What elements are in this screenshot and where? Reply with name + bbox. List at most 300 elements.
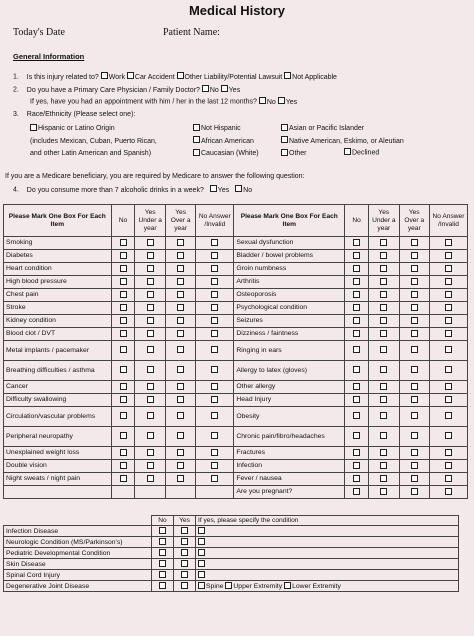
specify-field[interactable]	[196, 559, 459, 570]
checkbox-cell[interactable]	[429, 447, 467, 460]
checkbox[interactable]	[177, 239, 184, 246]
checkbox[interactable]	[411, 278, 418, 285]
checkbox-cell[interactable]	[165, 427, 195, 447]
checkbox-cell[interactable]	[165, 361, 195, 381]
checkbox-cell[interactable]	[196, 328, 234, 341]
race-option-not-hispanic[interactable]: Not Hispanic	[193, 123, 259, 136]
checkbox[interactable]	[120, 317, 127, 324]
checkbox[interactable]	[120, 304, 127, 311]
checkbox-cell[interactable]	[111, 302, 135, 315]
checkbox[interactable]	[120, 383, 127, 390]
checkbox[interactable]	[411, 449, 418, 456]
checkbox-cell[interactable]	[429, 289, 467, 302]
checkbox-cell[interactable]	[135, 276, 165, 289]
checkbox[interactable]	[380, 330, 387, 337]
checkbox[interactable]	[181, 560, 188, 567]
checkbox[interactable]	[120, 239, 127, 246]
checkbox[interactable]	[380, 475, 387, 482]
specify-field[interactable]	[196, 537, 459, 548]
degenerative-option[interactable]: Spine	[198, 583, 223, 590]
checkbox-cell[interactable]	[369, 237, 399, 250]
checkbox[interactable]	[411, 252, 418, 259]
checkbox[interactable]	[380, 366, 387, 373]
checkbox-cell[interactable]	[345, 237, 369, 250]
checkbox[interactable]	[159, 549, 166, 556]
checkbox[interactable]	[411, 462, 418, 469]
checkbox-cell[interactable]	[152, 581, 174, 592]
checkbox[interactable]	[445, 462, 452, 469]
checkbox-cell[interactable]	[399, 289, 429, 302]
checkbox-cell[interactable]	[196, 289, 234, 302]
checkbox[interactable]	[181, 527, 188, 534]
checkbox[interactable]	[159, 582, 166, 589]
checkbox-cell[interactable]	[429, 427, 467, 447]
checkbox[interactable]	[177, 396, 184, 403]
checkbox[interactable]	[147, 412, 154, 419]
checkbox-cell[interactable]	[111, 473, 135, 486]
race-option-caucasian[interactable]: Caucasian (White)	[193, 148, 259, 161]
checkbox[interactable]	[120, 396, 127, 403]
checkbox[interactable]	[147, 265, 154, 272]
checkbox[interactable]	[380, 291, 387, 298]
checkbox-cell[interactable]	[135, 237, 165, 250]
checkbox[interactable]	[380, 432, 387, 439]
checkbox[interactable]	[147, 462, 154, 469]
checkbox[interactable]	[177, 346, 184, 353]
checkbox[interactable]	[411, 304, 418, 311]
checkbox[interactable]	[177, 449, 184, 456]
checkbox-cell[interactable]	[345, 341, 369, 361]
checkbox-cell[interactable]	[369, 381, 399, 394]
checkbox-cell[interactable]	[196, 447, 234, 460]
checkbox[interactable]	[445, 432, 452, 439]
degenerative-option[interactable]: Upper Extremity	[225, 583, 282, 590]
checkbox-cell[interactable]	[345, 263, 369, 276]
checkbox-cell[interactable]	[399, 427, 429, 447]
degenerative-option[interactable]: Lower Extremity	[284, 583, 341, 590]
checkbox[interactable]	[211, 366, 218, 373]
checkbox-cell[interactable]	[429, 237, 467, 250]
checkbox[interactable]	[211, 317, 218, 324]
checkbox-cell[interactable]	[369, 447, 399, 460]
checkbox-cell[interactable]	[165, 341, 195, 361]
checkbox-cell[interactable]	[369, 486, 399, 499]
checkbox-cell[interactable]	[196, 341, 234, 361]
checkbox[interactable]	[445, 366, 452, 373]
checkbox[interactable]	[120, 475, 127, 482]
checkbox-cell[interactable]	[135, 289, 165, 302]
checkbox[interactable]	[380, 346, 387, 353]
checkbox[interactable]	[177, 265, 184, 272]
checkbox[interactable]	[211, 412, 218, 419]
checkbox-cell[interactable]	[345, 276, 369, 289]
checkbox-cell[interactable]	[429, 328, 467, 341]
checkbox[interactable]	[445, 412, 452, 419]
checkbox[interactable]	[411, 432, 418, 439]
checkbox-cell[interactable]	[174, 537, 196, 548]
checkbox[interactable]	[120, 252, 127, 259]
checkbox[interactable]	[127, 72, 134, 79]
checkbox-cell[interactable]	[196, 237, 234, 250]
checkbox[interactable]	[211, 346, 218, 353]
checkbox-cell[interactable]	[196, 263, 234, 276]
checkbox-cell[interactable]	[135, 381, 165, 394]
checkbox[interactable]	[211, 330, 218, 337]
checkbox-cell[interactable]	[369, 460, 399, 473]
checkbox-cell[interactable]	[135, 263, 165, 276]
checkbox[interactable]	[198, 560, 205, 567]
checkbox[interactable]	[120, 330, 127, 337]
checkbox-cell[interactable]	[165, 250, 195, 263]
checkbox-cell[interactable]	[111, 394, 135, 407]
checkbox[interactable]	[177, 366, 184, 373]
checkbox[interactable]	[120, 278, 127, 285]
checkbox-cell[interactable]	[196, 473, 234, 486]
checkbox[interactable]	[353, 412, 360, 419]
checkbox[interactable]	[284, 72, 291, 79]
checkbox-cell[interactable]	[345, 315, 369, 328]
checkbox[interactable]	[193, 136, 200, 143]
checkbox[interactable]	[281, 124, 288, 131]
q4-option-no[interactable]: No	[235, 187, 252, 194]
checkbox[interactable]	[177, 317, 184, 324]
checkbox-cell[interactable]	[165, 302, 195, 315]
checkbox[interactable]	[211, 278, 218, 285]
checkbox-cell[interactable]	[345, 460, 369, 473]
checkbox[interactable]	[30, 124, 37, 131]
checkbox[interactable]	[411, 383, 418, 390]
q2f-option-yes[interactable]: Yes	[278, 99, 297, 106]
checkbox[interactable]	[411, 475, 418, 482]
checkbox[interactable]	[210, 185, 217, 192]
checkbox[interactable]	[147, 304, 154, 311]
checkbox[interactable]	[380, 383, 387, 390]
checkbox-cell[interactable]	[399, 276, 429, 289]
specify-field[interactable]	[196, 581, 459, 592]
q1-option-car[interactable]: Car Accident	[127, 74, 175, 81]
checkbox-cell[interactable]	[174, 581, 196, 592]
checkbox[interactable]	[380, 317, 387, 324]
checkbox[interactable]	[353, 291, 360, 298]
checkbox[interactable]	[211, 462, 218, 469]
checkbox[interactable]	[353, 239, 360, 246]
checkbox[interactable]	[353, 449, 360, 456]
checkbox[interactable]	[353, 346, 360, 353]
checkbox[interactable]	[353, 396, 360, 403]
checkbox[interactable]	[181, 582, 188, 589]
checkbox[interactable]	[101, 72, 108, 79]
checkbox[interactable]	[353, 265, 360, 272]
checkbox[interactable]	[202, 85, 209, 92]
checkbox[interactable]	[380, 396, 387, 403]
checkbox[interactable]	[411, 291, 418, 298]
checkbox-cell[interactable]	[429, 341, 467, 361]
checkbox[interactable]	[211, 265, 218, 272]
checkbox-cell[interactable]	[135, 341, 165, 361]
checkbox[interactable]	[211, 239, 218, 246]
checkbox[interactable]	[380, 449, 387, 456]
checkbox-cell[interactable]	[111, 250, 135, 263]
race-option-african-american[interactable]: African American	[193, 136, 259, 149]
checkbox-cell[interactable]	[135, 328, 165, 341]
checkbox-cell[interactable]	[429, 473, 467, 486]
checkbox-cell[interactable]	[135, 315, 165, 328]
checkbox-cell[interactable]	[196, 394, 234, 407]
specify-field[interactable]	[196, 570, 459, 581]
checkbox[interactable]	[411, 488, 418, 495]
checkbox-cell[interactable]	[369, 473, 399, 486]
checkbox-cell[interactable]	[135, 460, 165, 473]
checkbox-cell[interactable]	[345, 407, 369, 427]
checkbox-cell[interactable]	[111, 361, 135, 381]
checkbox[interactable]	[278, 97, 285, 104]
checkbox[interactable]	[147, 396, 154, 403]
checkbox-cell[interactable]	[369, 263, 399, 276]
checkbox[interactable]	[353, 475, 360, 482]
checkbox-cell[interactable]	[111, 237, 135, 250]
checkbox[interactable]	[198, 527, 205, 534]
checkbox-cell[interactable]	[369, 289, 399, 302]
checkbox-cell[interactable]	[196, 276, 234, 289]
checkbox[interactable]	[353, 330, 360, 337]
checkbox[interactable]	[159, 571, 166, 578]
checkbox[interactable]	[198, 582, 205, 589]
checkbox-cell[interactable]	[165, 289, 195, 302]
checkbox-cell[interactable]	[111, 341, 135, 361]
checkbox-cell[interactable]	[196, 315, 234, 328]
checkbox[interactable]	[235, 185, 242, 192]
q1-option-work[interactable]: Work	[101, 74, 125, 81]
q1-option-liability[interactable]: Other Liability/Potential Lawsuit	[177, 74, 283, 81]
checkbox[interactable]	[221, 85, 228, 92]
checkbox-cell[interactable]	[429, 250, 467, 263]
checkbox[interactable]	[211, 383, 218, 390]
checkbox-cell[interactable]	[429, 276, 467, 289]
checkbox-cell[interactable]	[196, 460, 234, 473]
q2-option-yes[interactable]: Yes	[221, 87, 240, 94]
checkbox[interactable]	[147, 252, 154, 259]
checkbox[interactable]	[353, 383, 360, 390]
checkbox[interactable]	[193, 149, 200, 156]
checkbox-cell[interactable]	[369, 394, 399, 407]
checkbox[interactable]	[380, 304, 387, 311]
checkbox[interactable]	[211, 432, 218, 439]
checkbox[interactable]	[380, 462, 387, 469]
checkbox[interactable]	[120, 265, 127, 272]
checkbox-cell[interactable]	[165, 407, 195, 427]
checkbox-cell[interactable]	[345, 381, 369, 394]
checkbox-cell[interactable]	[399, 394, 429, 407]
checkbox-cell[interactable]	[429, 381, 467, 394]
checkbox[interactable]	[147, 366, 154, 373]
checkbox-cell[interactable]	[345, 447, 369, 460]
checkbox[interactable]	[445, 265, 452, 272]
checkbox-cell[interactable]	[111, 315, 135, 328]
checkbox[interactable]	[411, 317, 418, 324]
checkbox[interactable]	[380, 239, 387, 246]
checkbox-cell[interactable]	[135, 447, 165, 460]
checkbox[interactable]	[177, 291, 184, 298]
checkbox[interactable]	[147, 346, 154, 353]
checkbox[interactable]	[177, 304, 184, 311]
checkbox[interactable]	[198, 538, 205, 545]
checkbox[interactable]	[445, 317, 452, 324]
checkbox[interactable]	[147, 239, 154, 246]
q2-option-no[interactable]: No	[202, 87, 219, 94]
checkbox-cell[interactable]	[345, 427, 369, 447]
checkbox[interactable]	[147, 383, 154, 390]
checkbox[interactable]	[353, 252, 360, 259]
checkbox[interactable]	[353, 488, 360, 495]
checkbox-cell[interactable]	[369, 250, 399, 263]
checkbox-cell[interactable]	[174, 548, 196, 559]
checkbox[interactable]	[147, 330, 154, 337]
checkbox[interactable]	[353, 278, 360, 285]
checkbox-cell[interactable]	[196, 381, 234, 394]
checkbox[interactable]	[445, 330, 452, 337]
checkbox-cell[interactable]	[111, 460, 135, 473]
checkbox[interactable]	[211, 304, 218, 311]
checkbox[interactable]	[177, 252, 184, 259]
checkbox[interactable]	[344, 148, 351, 155]
checkbox-cell[interactable]	[345, 302, 369, 315]
checkbox-cell[interactable]	[135, 407, 165, 427]
checkbox-cell[interactable]	[165, 276, 195, 289]
checkbox[interactable]	[177, 72, 184, 79]
checkbox-cell[interactable]	[399, 328, 429, 341]
checkbox[interactable]	[193, 124, 200, 131]
checkbox-cell[interactable]	[111, 447, 135, 460]
checkbox-cell[interactable]	[399, 447, 429, 460]
checkbox[interactable]	[181, 549, 188, 556]
checkbox-cell[interactable]	[165, 237, 195, 250]
checkbox-cell[interactable]	[399, 407, 429, 427]
checkbox[interactable]	[380, 278, 387, 285]
checkbox-cell[interactable]	[165, 460, 195, 473]
checkbox[interactable]	[353, 366, 360, 373]
checkbox-cell[interactable]	[165, 328, 195, 341]
checkbox-cell[interactable]	[369, 315, 399, 328]
checkbox-cell[interactable]	[369, 361, 399, 381]
checkbox-cell[interactable]	[399, 263, 429, 276]
checkbox-cell[interactable]	[429, 263, 467, 276]
checkbox[interactable]	[177, 475, 184, 482]
checkbox[interactable]	[147, 449, 154, 456]
checkbox[interactable]	[120, 366, 127, 373]
checkbox-cell[interactable]	[165, 263, 195, 276]
checkbox[interactable]	[380, 252, 387, 259]
race-option-asian[interactable]: Asian or Pacific Islander	[281, 123, 404, 136]
checkbox-cell[interactable]	[369, 341, 399, 361]
race-option-native[interactable]: Native American, Eskimo, or Aleutian	[281, 136, 404, 149]
checkbox[interactable]	[181, 538, 188, 545]
checkbox-cell[interactable]	[135, 473, 165, 486]
checkbox[interactable]	[211, 475, 218, 482]
checkbox-cell[interactable]	[111, 328, 135, 341]
checkbox-cell[interactable]	[111, 381, 135, 394]
checkbox-cell[interactable]	[152, 548, 174, 559]
checkbox[interactable]	[380, 412, 387, 419]
checkbox[interactable]	[445, 304, 452, 311]
checkbox[interactable]	[353, 317, 360, 324]
checkbox[interactable]	[284, 582, 291, 589]
checkbox[interactable]	[177, 330, 184, 337]
q2f-option-no[interactable]: No	[259, 99, 276, 106]
checkbox-cell[interactable]	[196, 407, 234, 427]
checkbox-cell[interactable]	[174, 559, 196, 570]
checkbox[interactable]	[120, 412, 127, 419]
checkbox[interactable]	[147, 432, 154, 439]
checkbox-cell[interactable]	[345, 250, 369, 263]
checkbox[interactable]	[445, 383, 452, 390]
checkbox-cell[interactable]	[174, 570, 196, 581]
checkbox[interactable]	[211, 449, 218, 456]
checkbox[interactable]	[120, 291, 127, 298]
specify-field[interactable]	[196, 548, 459, 559]
checkbox[interactable]	[177, 462, 184, 469]
checkbox[interactable]	[380, 265, 387, 272]
checkbox-cell[interactable]	[174, 526, 196, 537]
checkbox[interactable]	[177, 383, 184, 390]
checkbox[interactable]	[177, 278, 184, 285]
checkbox[interactable]	[353, 462, 360, 469]
checkbox[interactable]	[225, 582, 232, 589]
checkbox[interactable]	[445, 291, 452, 298]
checkbox[interactable]	[380, 488, 387, 495]
checkbox-cell[interactable]	[165, 447, 195, 460]
checkbox-cell[interactable]	[111, 407, 135, 427]
checkbox-cell[interactable]	[152, 570, 174, 581]
checkbox-cell[interactable]	[399, 460, 429, 473]
checkbox-cell[interactable]	[196, 427, 234, 447]
checkbox-cell[interactable]	[399, 315, 429, 328]
checkbox-cell[interactable]	[196, 250, 234, 263]
q1-option-na[interactable]: Not Applicable	[284, 74, 337, 81]
checkbox-cell[interactable]	[152, 559, 174, 570]
checkbox-cell[interactable]	[399, 302, 429, 315]
checkbox-cell[interactable]	[369, 276, 399, 289]
checkbox-cell[interactable]	[135, 361, 165, 381]
checkbox[interactable]	[353, 432, 360, 439]
checkbox-cell[interactable]	[399, 473, 429, 486]
checkbox[interactable]	[445, 239, 452, 246]
checkbox-cell[interactable]	[165, 381, 195, 394]
checkbox[interactable]	[259, 97, 266, 104]
checkbox[interactable]	[411, 346, 418, 353]
checkbox-cell[interactable]	[152, 537, 174, 548]
checkbox[interactable]	[147, 475, 154, 482]
checkbox-cell[interactable]	[369, 407, 399, 427]
checkbox-cell[interactable]	[135, 394, 165, 407]
checkbox[interactable]	[353, 304, 360, 311]
checkbox-cell[interactable]	[135, 427, 165, 447]
checkbox[interactable]	[198, 549, 205, 556]
checkbox-cell[interactable]	[165, 473, 195, 486]
checkbox[interactable]	[120, 432, 127, 439]
checkbox-cell[interactable]	[111, 427, 135, 447]
checkbox[interactable]	[281, 149, 288, 156]
checkbox-cell[interactable]	[429, 407, 467, 427]
checkbox[interactable]	[211, 252, 218, 259]
checkbox[interactable]	[159, 538, 166, 545]
checkbox[interactable]	[445, 278, 452, 285]
checkbox-cell[interactable]	[399, 486, 429, 499]
race-option-hispanic[interactable]: Hispanic or Latino Origin	[30, 123, 157, 136]
checkbox[interactable]	[147, 291, 154, 298]
checkbox-cell[interactable]	[135, 302, 165, 315]
checkbox[interactable]	[445, 449, 452, 456]
q4-option-yes[interactable]: Yes	[210, 187, 229, 194]
